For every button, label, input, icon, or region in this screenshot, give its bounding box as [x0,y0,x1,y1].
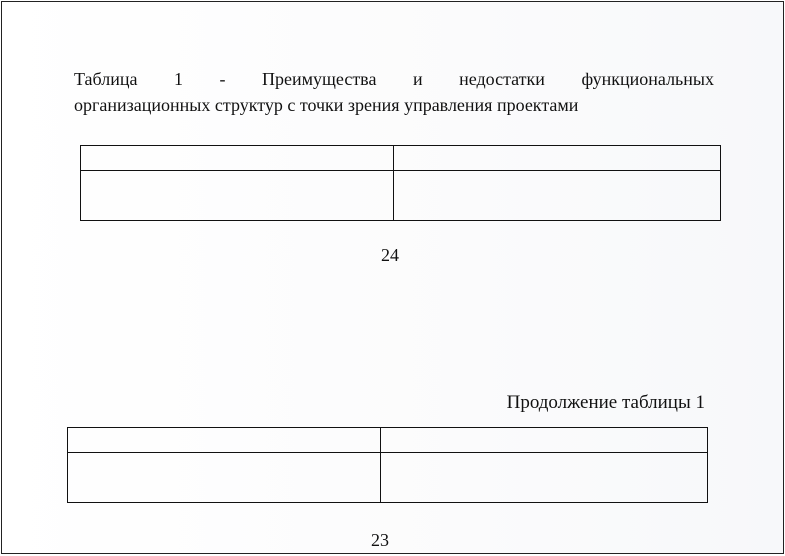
table-caption-line-1: Таблица 1 - Преимущества и недостатки функциональных [74,69,714,89]
document-page [1,1,784,554]
table-2-cell [381,453,708,503]
table-1-header-cell [81,146,394,171]
table-1-continued [67,427,708,503]
table-1-header-row [81,146,721,171]
table-1-row [81,171,721,221]
table-caption-line-2: организационных структур с точки зрения управления проектами [74,95,579,115]
table-caption [74,66,714,118]
table-1-cell [81,171,394,221]
table-2-header-cell [381,428,708,453]
page-number-top: 24 [381,245,399,265]
table-2-row [68,453,708,503]
continuation-label: Продолжение таблицы 1 [506,392,705,413]
table-1-header-cell [394,146,721,171]
table-2-header-row [68,428,708,453]
table-1 [80,145,721,221]
page-number-bottom: 23 [371,530,389,550]
table-2-cell [68,453,381,503]
table-2-header-cell [68,428,381,453]
table-1-cell [394,171,721,221]
